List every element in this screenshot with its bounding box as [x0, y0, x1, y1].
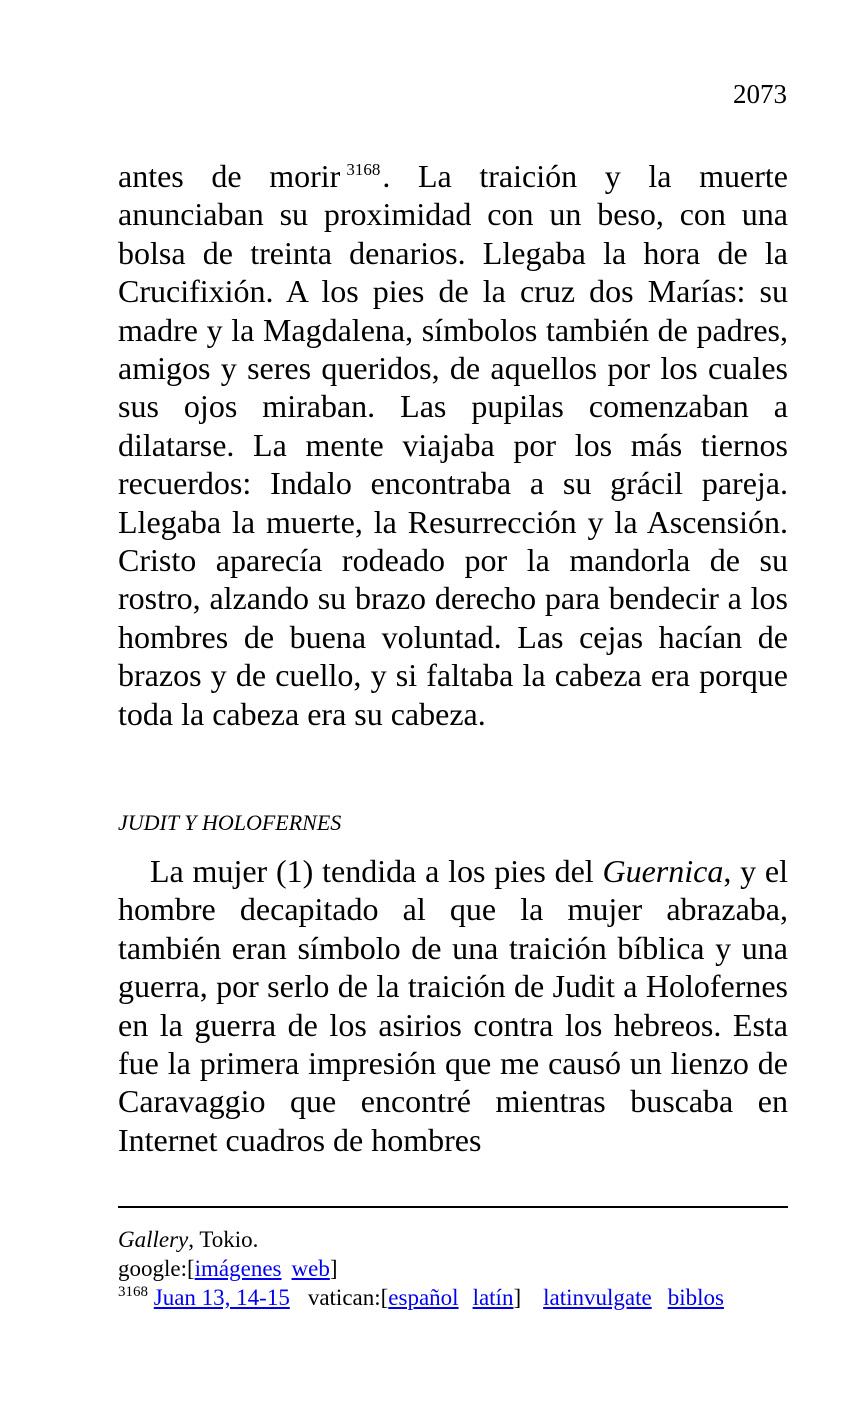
gallery-word: Gallery [118, 1227, 189, 1252]
bible-reference-link[interactable]: Juan 13, 14-15 [153, 1285, 290, 1310]
section-heading: JUDIT Y HOLOFERNES [118, 810, 342, 835]
vatican-prefix: vatican:[ [307, 1285, 389, 1310]
paragraph-body: . La traición y la muerte anunciaban su proximidad con un beso, con una bolsa de treinta denarios. Llegaba la hora de la Crucifixión. A los pies de la cruz dos Marías: su madre y la Magdalena, símbolos también de padres, amigos y seres queridos, de aquellos por los cuales sus ojos miraban. Las pupilas comenzaban a dilatarse. La mente viajaba por los más tiernos recuerdos: Indalo encontraba a su grácil pareja. Llegaba la muerte, la Resurrección y la Ascensión. Cristo aparecía rodeado por la mandorla de su rostro, alzando su brazo derecho para bendecir a los hombres de buena voluntad. Las cejas hacían de brazos y de cuello, y si faltaba la cabeza era porque toda la cabeza era su cabeza. [118, 158, 789, 732]
latinvulgate-link[interactable]: latinvulgate [543, 1285, 652, 1310]
footnote-reference[interactable]: 3168 [346, 160, 381, 179]
vatican-latin-link[interactable]: latín [472, 1285, 514, 1310]
biblos-link[interactable]: biblos [667, 1285, 724, 1310]
body-paragraph-2 [118, 852, 788, 1159]
footnote-divider [118, 1206, 788, 1208]
footnote-number: 3168 [118, 1284, 148, 1300]
google-prefix: google:[ [118, 1256, 195, 1281]
paragraph-text-end: , y el hombre decapitado al que la mujer abrazaba, también eran símbolo de una traición bíblica y una guerra, por serlo de la traición de Judit a Holofernes en la guerra de los asirios contra los hebreos. Esta fue la primera impresión que me causó un lienzo de Caravaggio que encontré mientras buscaba en Internet cuadros de hombres [118, 853, 788, 1158]
artwork-title: Guernica [602, 853, 724, 889]
paragraph-lead: antes de morir [118, 158, 341, 194]
body-paragraph-1 [118, 157, 788, 733]
paragraph-text-start: La mujer (1) tendida a los pies del [150, 853, 603, 889]
vatican-spanish-link[interactable]: español [388, 1285, 459, 1310]
vatican-suffix: ] [513, 1285, 522, 1310]
footnote-3168 [118, 1283, 788, 1312]
google-links-line [118, 1254, 788, 1283]
page-number: 2073 [733, 79, 787, 109]
google-suffix: ] [329, 1256, 338, 1281]
footnotes-area [118, 1225, 788, 1312]
gallery-location: , Tokio. [188, 1227, 259, 1252]
google-images-link[interactable]: imágenes [194, 1256, 282, 1281]
footnote-continuation [118, 1225, 788, 1254]
google-web-link[interactable]: web [291, 1256, 330, 1281]
